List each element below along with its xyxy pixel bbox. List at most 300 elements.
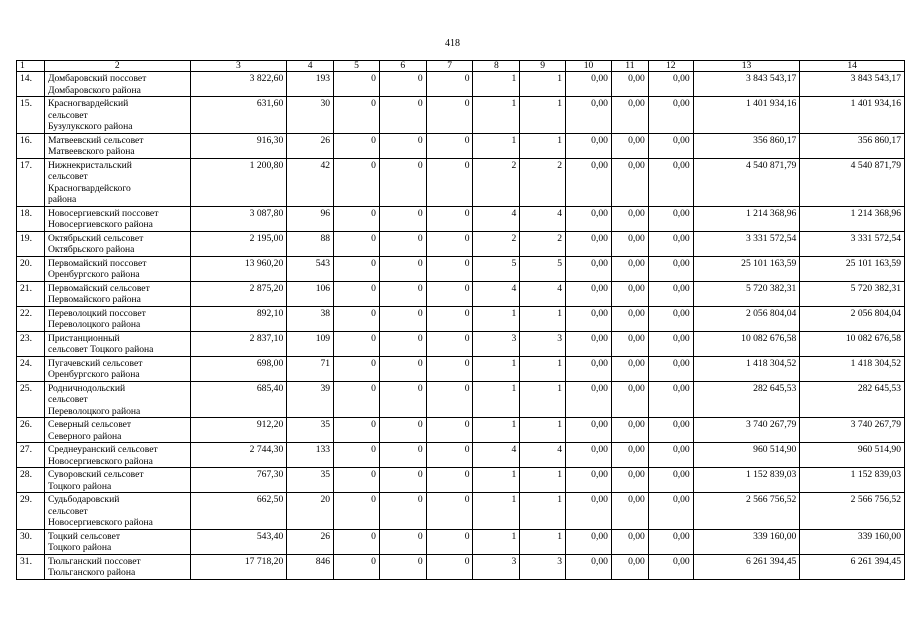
name-line: Переволоцкого района [47,319,141,330]
value-cell-c14: 3 331 572,54 [800,231,905,256]
value-cell-c13: 2 056 804,04 [693,306,800,331]
value-cell-c7: 0 [426,306,473,331]
value-cell-c6: 0 [379,133,426,158]
row-number-cell: 26. [17,418,45,443]
name-line: Октябрьский сельсовет [47,232,144,244]
row-number-cell: 16. [17,133,45,158]
value-cell-c3: 685,40 [190,381,287,418]
value-cell-c9: 2 [520,231,566,256]
value-cell-c10: 0,00 [566,97,612,134]
value-cell-c13: 25 101 163,59 [693,256,800,281]
value-cell-c12: 0,00 [648,158,693,206]
value-cell-c11: 0,00 [611,493,648,530]
value-cell-c4: 38 [287,306,334,331]
value-cell-c14: 356 860,17 [800,133,905,158]
value-cell-c11: 0,00 [611,206,648,231]
value-cell-c8: 1 [473,356,520,381]
value-cell-c10: 0,00 [566,158,612,206]
value-cell-c13: 2 566 756,52 [693,493,800,530]
municipality-name-cell [44,493,190,530]
value-cell-c5: 0 [334,72,380,97]
value-cell-c4: 543 [287,256,334,281]
name-line: Оренбургского района [47,369,140,380]
value-cell-c14: 960 514,90 [800,443,905,468]
value-cell-c3: 916,30 [190,133,287,158]
municipality-name-cell [44,418,190,443]
value-cell-c7: 0 [426,206,473,231]
value-cell-c14: 1 401 934,16 [800,97,905,134]
value-cell-c5: 0 [334,529,380,554]
value-cell-c8: 1 [473,493,520,530]
municipality-name-cell [44,206,190,231]
value-cell-c8: 4 [473,206,520,231]
municipality-name-cell [44,381,190,418]
value-cell-c13: 3 740 267,79 [693,418,800,443]
value-cell-c5: 0 [334,206,380,231]
table-row [17,231,905,256]
value-cell-c14: 3 843 543,17 [800,72,905,97]
name-line: Первомайский поссовет [47,257,147,269]
value-cell-c4: 26 [287,133,334,158]
row-number-cell: 21. [17,281,45,306]
municipality-name-cell [44,97,190,134]
value-cell-c10: 0,00 [566,133,612,158]
value-cell-c8: 2 [473,158,520,206]
column-header: 10 [566,61,612,72]
row-number-cell: 19. [17,231,45,256]
row-number-cell: 25. [17,381,45,418]
value-cell-c12: 0,00 [648,331,693,356]
table-row [17,468,905,493]
value-cell-c9: 1 [520,72,566,97]
table-header-row [17,61,905,72]
column-header: 4 [287,61,334,72]
value-cell-c13: 356 860,17 [693,133,800,158]
value-cell-c9: 1 [520,356,566,381]
value-cell-c8: 1 [473,529,520,554]
row-number-cell: 22. [17,306,45,331]
value-cell-c8: 2 [473,231,520,256]
value-cell-c11: 0,00 [611,331,648,356]
value-cell-c12: 0,00 [648,256,693,281]
name-line: Новосергиевского района [47,517,153,528]
value-cell-c6: 0 [379,381,426,418]
value-cell-c14: 1 152 839,03 [800,468,905,493]
value-cell-c12: 0,00 [648,97,693,134]
row-number-cell: 15. [17,97,45,134]
municipality-name-cell [44,356,190,381]
row-number-cell: 17. [17,158,45,206]
value-cell-c14: 2 566 756,52 [800,493,905,530]
value-cell-c6: 0 [379,554,426,579]
value-cell-c8: 1 [473,133,520,158]
value-cell-c14: 282 645,53 [800,381,905,418]
value-cell-c14: 1 214 368,96 [800,206,905,231]
value-cell-c12: 0,00 [648,443,693,468]
value-cell-c9: 1 [520,468,566,493]
value-cell-c6: 0 [379,72,426,97]
value-cell-c11: 0,00 [611,306,648,331]
value-cell-c13: 1 152 839,03 [693,468,800,493]
column-header: 3 [190,61,287,72]
value-cell-c13: 339 160,00 [693,529,800,554]
value-cell-c14: 6 261 394,45 [800,554,905,579]
value-cell-c11: 0,00 [611,443,648,468]
value-cell-c7: 0 [426,554,473,579]
name-line: Красногвардейского [47,182,131,194]
value-cell-c5: 0 [334,97,380,134]
table-row [17,158,905,206]
value-cell-c4: 42 [287,158,334,206]
name-line: Пристанционный [47,332,120,344]
value-cell-c5: 0 [334,356,380,381]
value-cell-c14: 25 101 163,59 [800,256,905,281]
value-cell-c6: 0 [379,256,426,281]
value-cell-c8: 1 [473,381,520,418]
value-cell-c5: 0 [334,418,380,443]
name-line: Первомайского района [47,294,141,305]
value-cell-c7: 0 [426,231,473,256]
column-header: 11 [611,61,648,72]
row-number-cell: 30. [17,529,45,554]
value-cell-c3: 631,60 [190,97,287,134]
value-cell-c7: 0 [426,468,473,493]
value-cell-c7: 0 [426,493,473,530]
value-cell-c8: 3 [473,554,520,579]
name-line: Новосергиевского района [47,219,153,230]
value-cell-c4: 26 [287,529,334,554]
column-header: 6 [379,61,426,72]
value-cell-c7: 0 [426,256,473,281]
name-line: Тюльганского района [47,567,136,578]
value-cell-c10: 0,00 [566,554,612,579]
value-cell-c10: 0,00 [566,418,612,443]
table-row [17,381,905,418]
municipality-name-cell [44,443,190,468]
column-header: 13 [693,61,800,72]
value-cell-c7: 0 [426,381,473,418]
value-cell-c7: 0 [426,72,473,97]
value-cell-c3: 912,20 [190,418,287,443]
value-cell-c8: 1 [473,97,520,134]
value-cell-c4: 39 [287,381,334,418]
value-cell-c3: 2 744,30 [190,443,287,468]
value-cell-c5: 0 [334,256,380,281]
value-cell-c13: 5 720 382,31 [693,281,800,306]
value-cell-c3: 2 195,00 [190,231,287,256]
data-table [16,60,905,580]
column-header: 8 [473,61,520,72]
value-cell-c12: 0,00 [648,468,693,493]
name-line: сельсовет Тоцкого района [47,344,154,355]
value-cell-c3: 2 875,20 [190,281,287,306]
value-cell-c3: 662,50 [190,493,287,530]
value-cell-c13: 4 540 871,79 [693,158,800,206]
value-cell-c6: 0 [379,468,426,493]
table-container [16,60,905,580]
value-cell-c11: 0,00 [611,158,648,206]
name-line: сельсовет [47,505,88,517]
name-line: Пугачевский сельсовет [47,357,143,369]
column-header: 2 [44,61,190,72]
municipality-name-cell [44,554,190,579]
column-header: 1 [17,61,45,72]
value-cell-c6: 0 [379,97,426,134]
table-row [17,306,905,331]
value-cell-c4: 20 [287,493,334,530]
value-cell-c7: 0 [426,97,473,134]
value-cell-c14: 1 418 304,52 [800,356,905,381]
table-row [17,97,905,134]
value-cell-c8: 5 [473,256,520,281]
value-cell-c12: 0,00 [648,231,693,256]
name-line: Первомайский сельсовет [47,282,150,294]
value-cell-c6: 0 [379,231,426,256]
municipality-name-cell [44,331,190,356]
value-cell-c10: 0,00 [566,72,612,97]
value-cell-c14: 10 082 676,58 [800,331,905,356]
value-cell-c5: 0 [334,381,380,418]
value-cell-c11: 0,00 [611,554,648,579]
value-cell-c7: 0 [426,418,473,443]
value-cell-c7: 0 [426,281,473,306]
row-number-cell: 23. [17,331,45,356]
value-cell-c9: 1 [520,97,566,134]
value-cell-c7: 0 [426,133,473,158]
value-cell-c3: 543,40 [190,529,287,554]
table-row [17,443,905,468]
table-row [17,529,905,554]
value-cell-c14: 2 056 804,04 [800,306,905,331]
value-cell-c9: 2 [520,158,566,206]
name-line: Красногвардейский [47,98,129,109]
table-row [17,331,905,356]
municipality-name-cell [44,72,190,97]
value-cell-c5: 0 [334,158,380,206]
name-line: Северного района [47,430,122,442]
value-cell-c11: 0,00 [611,418,648,443]
value-cell-c11: 0,00 [611,381,648,418]
column-header: 7 [426,61,473,72]
value-cell-c9: 4 [520,281,566,306]
value-cell-c10: 0,00 [566,381,612,418]
value-cell-c10: 0,00 [566,468,612,493]
value-cell-c6: 0 [379,529,426,554]
name-line: района [47,194,77,205]
value-cell-c11: 0,00 [611,256,648,281]
column-header: 14 [800,61,905,72]
value-cell-c9: 1 [520,133,566,158]
value-cell-c10: 0,00 [566,281,612,306]
name-line: Тоцкий сельсовет [47,530,121,542]
value-cell-c11: 0,00 [611,97,648,134]
name-line: Новосергиевский поссовет [47,207,159,219]
value-cell-c4: 106 [287,281,334,306]
value-cell-c6: 0 [379,493,426,530]
municipality-name-cell [44,468,190,493]
table-row [17,493,905,530]
value-cell-c3: 2 837,10 [190,331,287,356]
value-cell-c13: 282 645,53 [693,381,800,418]
value-cell-c3: 698,00 [190,356,287,381]
value-cell-c5: 0 [334,331,380,356]
value-cell-c9: 3 [520,554,566,579]
value-cell-c12: 0,00 [648,356,693,381]
value-cell-c13: 1 214 368,96 [693,206,800,231]
value-cell-c5: 0 [334,306,380,331]
value-cell-c12: 0,00 [648,133,693,158]
municipality-name-cell [44,529,190,554]
name-line: Бузулукского района [47,121,133,132]
value-cell-c10: 0,00 [566,443,612,468]
value-cell-c8: 1 [473,468,520,493]
name-line: Тоцкого района [47,542,112,553]
value-cell-c12: 0,00 [648,72,693,97]
name-line: сельсовет [47,109,88,121]
table-body [17,72,905,580]
value-cell-c12: 0,00 [648,554,693,579]
value-cell-c4: 133 [287,443,334,468]
name-line: Переволоцкого района [47,405,141,417]
value-cell-c6: 0 [379,418,426,443]
value-cell-c14: 5 720 382,31 [800,281,905,306]
value-cell-c12: 0,00 [648,529,693,554]
value-cell-c5: 0 [334,554,380,579]
value-cell-c10: 0,00 [566,256,612,281]
value-cell-c5: 0 [334,281,380,306]
table-row [17,256,905,281]
row-number-cell: 27. [17,443,45,468]
value-cell-c11: 0,00 [611,281,648,306]
page-number: 418 [445,38,460,49]
value-cell-c7: 0 [426,529,473,554]
name-line: Судьбодаровский [47,494,120,505]
value-cell-c8: 4 [473,281,520,306]
value-cell-c8: 1 [473,306,520,331]
name-line: Среднеуранский сельсовет [47,444,158,455]
name-line: Суворовский сельсовет [47,469,144,480]
row-number-cell: 28. [17,468,45,493]
value-cell-c4: 88 [287,231,334,256]
name-line: Нижнекристальский [47,159,132,171]
value-cell-c12: 0,00 [648,418,693,443]
value-cell-c11: 0,00 [611,529,648,554]
table-row [17,281,905,306]
value-cell-c14: 339 160,00 [800,529,905,554]
value-cell-c9: 1 [520,529,566,554]
value-cell-c8: 1 [473,418,520,443]
row-number-cell: 18. [17,206,45,231]
value-cell-c11: 0,00 [611,356,648,381]
value-cell-c3: 767,30 [190,468,287,493]
value-cell-c10: 0,00 [566,206,612,231]
column-header: 5 [334,61,380,72]
municipality-name-cell [44,281,190,306]
value-cell-c10: 0,00 [566,306,612,331]
value-cell-c10: 0,00 [566,529,612,554]
row-number-cell: 29. [17,493,45,530]
value-cell-c5: 0 [334,443,380,468]
value-cell-c4: 846 [287,554,334,579]
value-cell-c9: 1 [520,493,566,530]
value-cell-c5: 0 [334,468,380,493]
value-cell-c12: 0,00 [648,281,693,306]
value-cell-c12: 0,00 [648,206,693,231]
name-line: Переволоцкий поссовет [47,307,146,319]
value-cell-c10: 0,00 [566,356,612,381]
value-cell-c6: 0 [379,158,426,206]
value-cell-c9: 1 [520,418,566,443]
name-line: Тюльганский поссовет [47,555,141,567]
table-row [17,133,905,158]
name-line: Оренбургского района [47,269,140,280]
column-header: 9 [520,61,566,72]
table-row [17,554,905,579]
name-line: Новосергиевского района [47,455,153,467]
value-cell-c3: 3 087,80 [190,206,287,231]
value-cell-c11: 0,00 [611,72,648,97]
value-cell-c4: 96 [287,206,334,231]
municipality-name-cell [44,133,190,158]
value-cell-c8: 4 [473,443,520,468]
value-cell-c6: 0 [379,206,426,231]
name-line: Северный сельсовет [47,419,132,430]
value-cell-c10: 0,00 [566,493,612,530]
value-cell-c6: 0 [379,356,426,381]
value-cell-c8: 1 [473,72,520,97]
name-line: Матвеевского района [47,146,135,157]
value-cell-c4: 193 [287,72,334,97]
value-cell-c14: 4 540 871,79 [800,158,905,206]
value-cell-c13: 6 261 394,45 [693,554,800,579]
row-number-cell: 20. [17,256,45,281]
value-cell-c5: 0 [334,133,380,158]
value-cell-c6: 0 [379,281,426,306]
value-cell-c3: 3 822,60 [190,72,287,97]
value-cell-c11: 0,00 [611,468,648,493]
value-cell-c11: 0,00 [611,133,648,158]
name-line: Октябрьского района [47,244,135,255]
value-cell-c7: 0 [426,356,473,381]
value-cell-c12: 0,00 [648,493,693,530]
value-cell-c13: 10 082 676,58 [693,331,800,356]
value-cell-c12: 0,00 [648,381,693,418]
value-cell-c4: 35 [287,468,334,493]
value-cell-c6: 0 [379,443,426,468]
value-cell-c9: 4 [520,443,566,468]
value-cell-c4: 35 [287,418,334,443]
value-cell-c3: 1 200,80 [190,158,287,206]
value-cell-c8: 3 [473,331,520,356]
name-line: Родничнодольский [47,382,126,394]
table-row [17,418,905,443]
value-cell-c13: 1 418 304,52 [693,356,800,381]
value-cell-c6: 0 [379,331,426,356]
value-cell-c13: 3 331 572,54 [693,231,800,256]
name-line: Матвеевский сельсовет [47,134,144,146]
value-cell-c11: 0,00 [611,231,648,256]
value-cell-c13: 960 514,90 [693,443,800,468]
value-cell-c13: 1 401 934,16 [693,97,800,134]
value-cell-c6: 0 [379,306,426,331]
municipality-name-cell [44,306,190,331]
value-cell-c5: 0 [334,493,380,530]
row-number-cell: 14. [17,72,45,97]
municipality-name-cell [44,231,190,256]
value-cell-c7: 0 [426,158,473,206]
municipality-name-cell [44,158,190,206]
value-cell-c12: 0,00 [648,306,693,331]
